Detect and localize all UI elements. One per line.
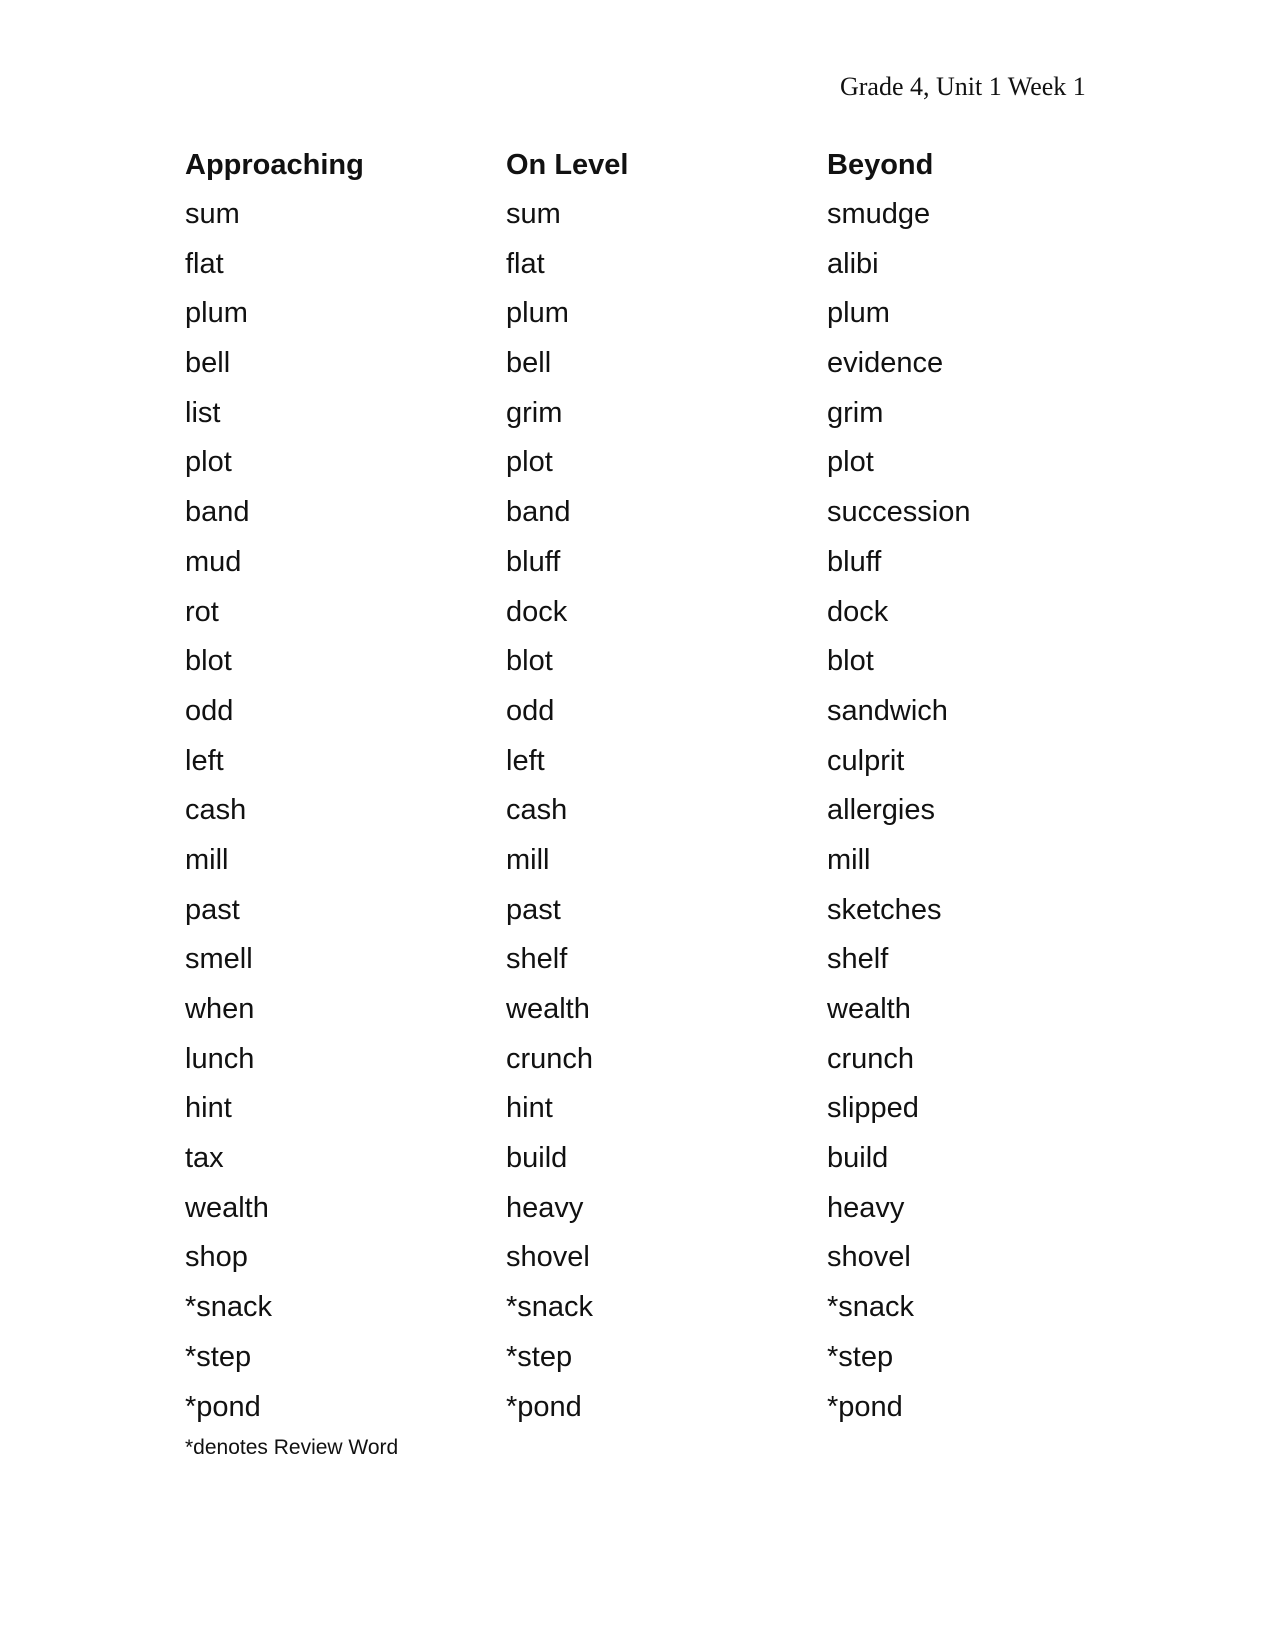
word-item: mill (827, 843, 871, 876)
word-item: lunch (185, 1042, 255, 1075)
word-item: bell (506, 347, 552, 380)
word-item: *snack (827, 1291, 915, 1324)
word-item: rot (185, 595, 219, 628)
word-item: build (506, 1142, 568, 1175)
word-item: sandwich (827, 694, 948, 727)
word-item: sketches (827, 893, 942, 926)
word-item: shovel (506, 1241, 590, 1274)
word-item: heavy (506, 1191, 584, 1224)
word-list (827, 190, 970, 1432)
word-item: smell (185, 943, 253, 976)
word-item: band (506, 496, 571, 529)
word-item: plot (506, 446, 553, 479)
word-item: grim (506, 396, 563, 429)
word-item: crunch (506, 1042, 594, 1075)
word-item: build (827, 1142, 889, 1175)
word-item: plot (185, 446, 232, 479)
word-item: shop (185, 1241, 248, 1274)
word-item: plum (185, 297, 248, 330)
word-item: bluff (827, 545, 882, 578)
word-item: mill (185, 843, 229, 876)
word-list (506, 190, 629, 1432)
word-item: band (185, 496, 250, 529)
word-item: flat (506, 247, 545, 280)
word-item: *pond (185, 1390, 261, 1423)
word-item: *step (185, 1340, 252, 1373)
word-item: mud (185, 545, 242, 578)
word-item: alibi (827, 247, 879, 280)
word-item: past (506, 893, 561, 926)
word-item: left (506, 744, 545, 777)
word-item: plum (506, 297, 569, 330)
word-item: *pond (827, 1390, 903, 1423)
column-heading: Beyond (827, 149, 934, 181)
word-item: bell (185, 347, 231, 380)
word-item: shelf (506, 943, 568, 976)
word-item: dock (827, 595, 889, 628)
word-item: plot (827, 446, 874, 479)
word-item: wealth (185, 1191, 269, 1224)
word-item: allergies (827, 794, 935, 827)
word-item: odd (185, 694, 234, 727)
word-item: sum (506, 198, 561, 230)
word-item: cash (185, 794, 247, 827)
word-item: when (185, 993, 255, 1025)
word-item: list (185, 396, 221, 429)
word-item: hint (506, 1092, 553, 1125)
word-item: slipped (827, 1092, 919, 1125)
column-heading: Approaching (185, 149, 364, 181)
word-item: wealth (506, 993, 590, 1025)
word-item: shovel (827, 1241, 911, 1274)
word-item: wealth (827, 993, 911, 1025)
word-item: *step (506, 1340, 573, 1373)
word-item: culprit (827, 744, 905, 777)
word-item: sum (185, 198, 240, 230)
word-item: shelf (827, 943, 889, 976)
word-item: left (185, 744, 224, 777)
word-item: *step (827, 1340, 894, 1373)
page-header: Grade 4, Unit 1 Week 1 (840, 72, 1086, 101)
footnote: *denotes Review Word (185, 1436, 399, 1459)
word-item: *pond (506, 1390, 582, 1423)
word-item: *snack (506, 1291, 594, 1324)
column-heading: On Level (506, 149, 629, 181)
word-item: past (185, 893, 240, 926)
word-item: mill (506, 843, 550, 876)
word-item: cash (506, 794, 568, 827)
word-item: blot (827, 645, 874, 678)
column-on-level (506, 140, 629, 1432)
column-approaching (185, 140, 364, 1432)
word-list (185, 190, 364, 1432)
word-item: blot (185, 645, 232, 678)
word-item: smudge (827, 198, 931, 230)
word-item: *snack (185, 1291, 273, 1324)
word-item: dock (506, 595, 568, 628)
word-item: succession (827, 496, 971, 529)
word-item: flat (185, 247, 224, 280)
word-item: grim (827, 396, 884, 429)
word-item: odd (506, 694, 555, 727)
word-item: evidence (827, 347, 944, 380)
word-item: blot (506, 645, 553, 678)
column-beyond (827, 140, 970, 1432)
word-item: hint (185, 1092, 232, 1125)
word-item: tax (185, 1142, 224, 1175)
word-item: bluff (506, 545, 561, 578)
word-item: heavy (827, 1191, 905, 1224)
word-item: plum (827, 297, 890, 330)
word-item: crunch (827, 1042, 915, 1075)
